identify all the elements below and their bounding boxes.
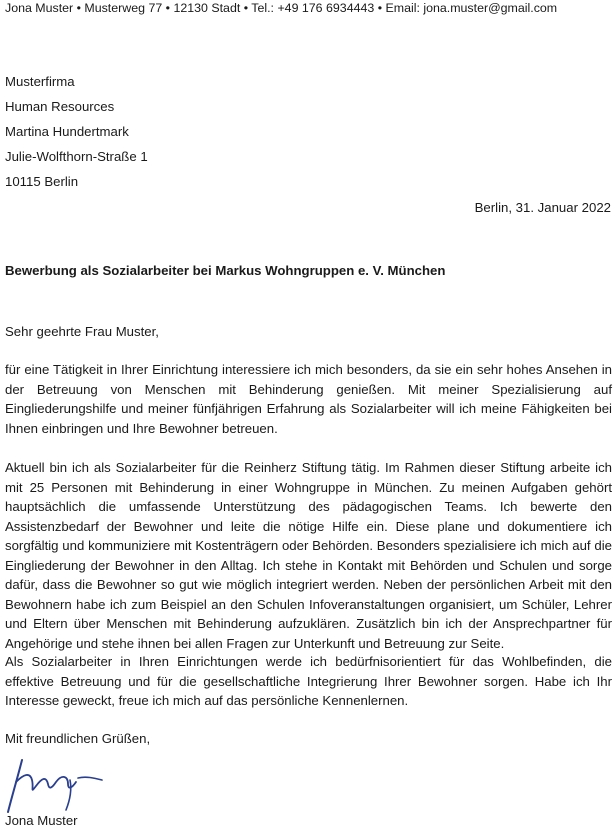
sender-header: Jona Muster • Musterweg 77 • 12130 Stadt • Tel.: +49 176 6934443 • Email: jona.muster@gmail.com — [5, 1, 558, 15]
closing-phrase: Mit freundlichen Grüßen, — [5, 731, 151, 746]
recipient-city: 10115 Berlin — [5, 174, 79, 189]
salutation: Sehr geehrte Frau Muster, — [5, 324, 159, 339]
recipient-street: Julie-Wolfthorn-Straße 1 — [5, 149, 148, 164]
recipient-name: Martina Hundertmark — [5, 124, 129, 139]
handwritten-signature — [2, 756, 112, 814]
body-paragraph-1: für eine Tätigkeit in Ihrer Einrichtung interessiere ich mich besonders, da sie ein sehr hohes Ansehen in der Betreuung von Menschen mit Behinderung genießen. Mit meiner Spezialisierung auf Eingliederungshilfe und meiner fünfjährigen Erfahrung als Sozialarbeiter will ich meine Fähigkeiten bei Ihnen einbringen und Ihre Bewohner betreuen. — [5, 362, 612, 436]
body-paragraph-2: Aktuell bin ich als Sozialarbeiter für die Reinherz Stiftung tätig. Im Rahmen dieser Stiftung arbeite ich mit 25 Personen mit Behinderung in einer Wohngruppe in München. Zu meinen Aufgaben gehört hauptsächlich die umfassende Unterstützung des pädagogischen Teams. Ich bewerte den Assistenzbedarf der Bewohner und leite die nötige Hilfe ein. Diese plane und dokumentiere ich sorgfältig und kommuniziere mit Kostenträgern oder Behörden. Besonders spezialisiere ich mich auf die Eingliederung der Bewohner in den Alltag. Ich stehe in Kontakt mit Behörden und Schulen und sorge dafür, dass die Bewohner so gut wie möglich integriert werden. Neben der persönlichen Arbeit mit den Bewohnern habe ich zum Beispiel an den Schulen Infoveranstaltungen organisiert, um Schüler, Lehrer und Eltern über Menschen mit Behinderung aufzuklären. Zusätzlich bin ich der Ansprechpartner für Angehörige und stehe ihnen bei allen Fragen zur Unterkunft und Betreuung zur Seite. — [5, 460, 612, 651]
signer-name: Jona Muster — [5, 813, 78, 828]
letter-date: Berlin, 31. Januar 2022 — [474, 200, 611, 215]
recipient-department: Human Resources — [5, 99, 115, 114]
body-paragraph-3: Als Sozialarbeiter in Ihren Einrichtungen werde ich bedürfnisorientiert für das Wohlbefinden, die effektive Betreuung und für die gesellschaftliche Integrierung Ihrer Bewohner sorgen. Habe ich Ihr Interesse geweckt, freue ich mich auf das persönliche Kennenlernen. — [5, 654, 612, 708]
recipient-company: Musterfirma — [5, 74, 75, 89]
letter-subject: Bewerbung als Sozialarbeiter bei Markus Wohngruppen e. V. München — [5, 263, 446, 278]
